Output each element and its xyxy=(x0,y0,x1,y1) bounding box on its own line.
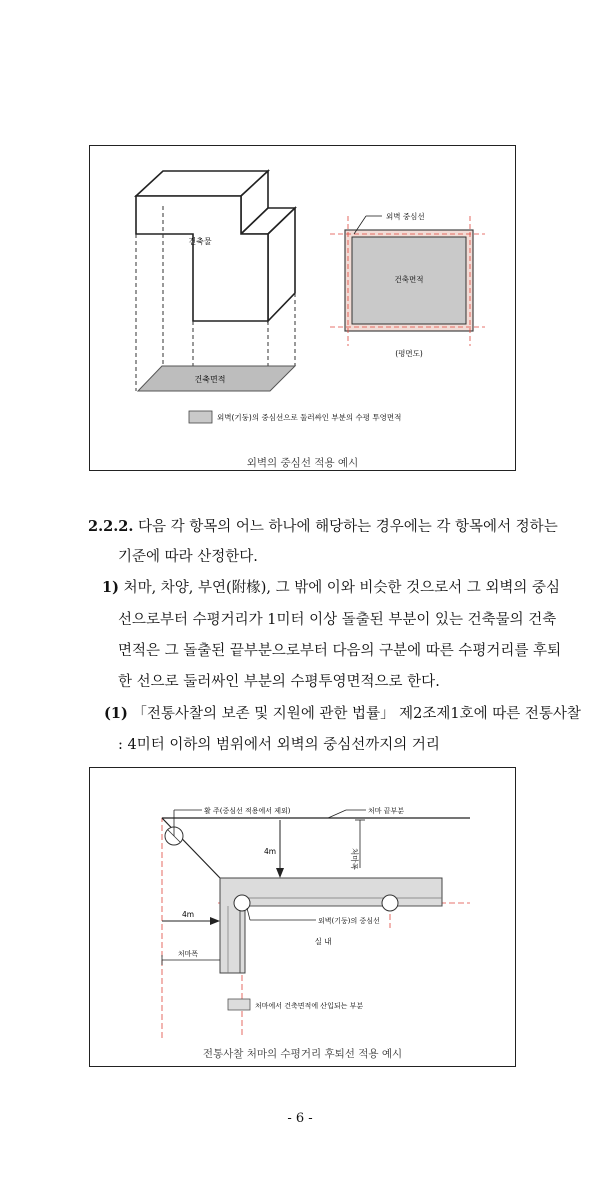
mid-column xyxy=(382,895,398,911)
item-1-line-3: 면적은 그 돌출된 끝부분으로부터 다음의 구분에 따른 수평거리를 후퇴 xyxy=(118,643,562,659)
corner-column xyxy=(234,895,250,911)
legend-text: 처마에서 건축면적에 산입되는 부분 xyxy=(255,1002,364,1010)
legend-text: 외벽(기둥)의 중심선으로 둘러싸인 부분의 수평 투영면적 xyxy=(217,413,402,422)
section-number: 2.2.2. xyxy=(88,518,134,535)
building-isometric xyxy=(136,171,295,321)
building-label: 건축물 xyxy=(188,237,212,246)
legend-swatch xyxy=(228,999,250,1010)
dim-4m-horizontal: 4m xyxy=(181,910,195,919)
legend-swatch xyxy=(189,411,212,423)
plan-area-label: 건축면적 xyxy=(394,275,424,284)
page-number: - 6 - xyxy=(287,1111,313,1126)
sub-item-1-line-2: : 4미터 이하의 범위에서 외벽의 중심선까지의 거리 xyxy=(118,737,440,753)
figure-2-diagram xyxy=(90,768,515,1040)
eave-depth-label: 처마폭 xyxy=(350,848,359,870)
area-label: 건축면적 xyxy=(194,375,226,384)
wall-center-label: 외벽 중심선 xyxy=(386,212,425,221)
pillar-note: 활 주(중심선 적용에서 제외) xyxy=(204,807,291,815)
interior-label: 실 내 xyxy=(314,937,332,946)
eave-end-label: 처마 끝부분 xyxy=(368,807,405,815)
item-1-line-4: 한 선으로 둘러싸인 부분의 수평투영면적으로 한다. xyxy=(118,674,440,690)
plan-view xyxy=(330,211,485,358)
figure-wall-centerline xyxy=(89,145,516,471)
eave-width-label: 처마폭 xyxy=(177,950,199,958)
heading-line-2: 기준에 따라 산정한다. xyxy=(118,549,258,565)
sub-item-1-number: (1) xyxy=(104,705,128,722)
wall-center-label: 외벽(기둥)의 중심선 xyxy=(318,917,380,925)
plan-view-label: (평면도) xyxy=(395,349,423,358)
dim-4m-vertical: 4m xyxy=(263,847,277,856)
item-1-number: 1) xyxy=(102,579,119,596)
eave-included-area xyxy=(220,878,442,973)
figure-1-caption: 외벽의 중심선 적용 예시 xyxy=(246,457,359,469)
figure-2-caption: 전통사찰 처마의 수평거리 후퇴선 적용 예시 xyxy=(202,1048,403,1060)
item-1-line-2: 선으로부터 수평거리가 1미터 이상 돌출된 부분이 있는 건축물의 건축 xyxy=(118,612,557,628)
item-1-line-1: 1) 처마, 차양, 부연(附椽), 그 밖에 이와 비슷한 것으로서 그 외벽의 중심 xyxy=(102,579,560,596)
section-heading xyxy=(88,517,558,537)
sub-item-1-line-1: (1) 「전통사찰의 보존 및 지원에 관한 법률」 제2조제1호에 따른 전통사찰 xyxy=(104,705,581,722)
figure-1-diagram xyxy=(90,146,515,446)
heading-line-1: 다음 각 항목의 어느 하나에 해당하는 경우에는 각 항목에서 정하는 xyxy=(138,519,558,535)
figure-eave-setback xyxy=(89,767,516,1067)
